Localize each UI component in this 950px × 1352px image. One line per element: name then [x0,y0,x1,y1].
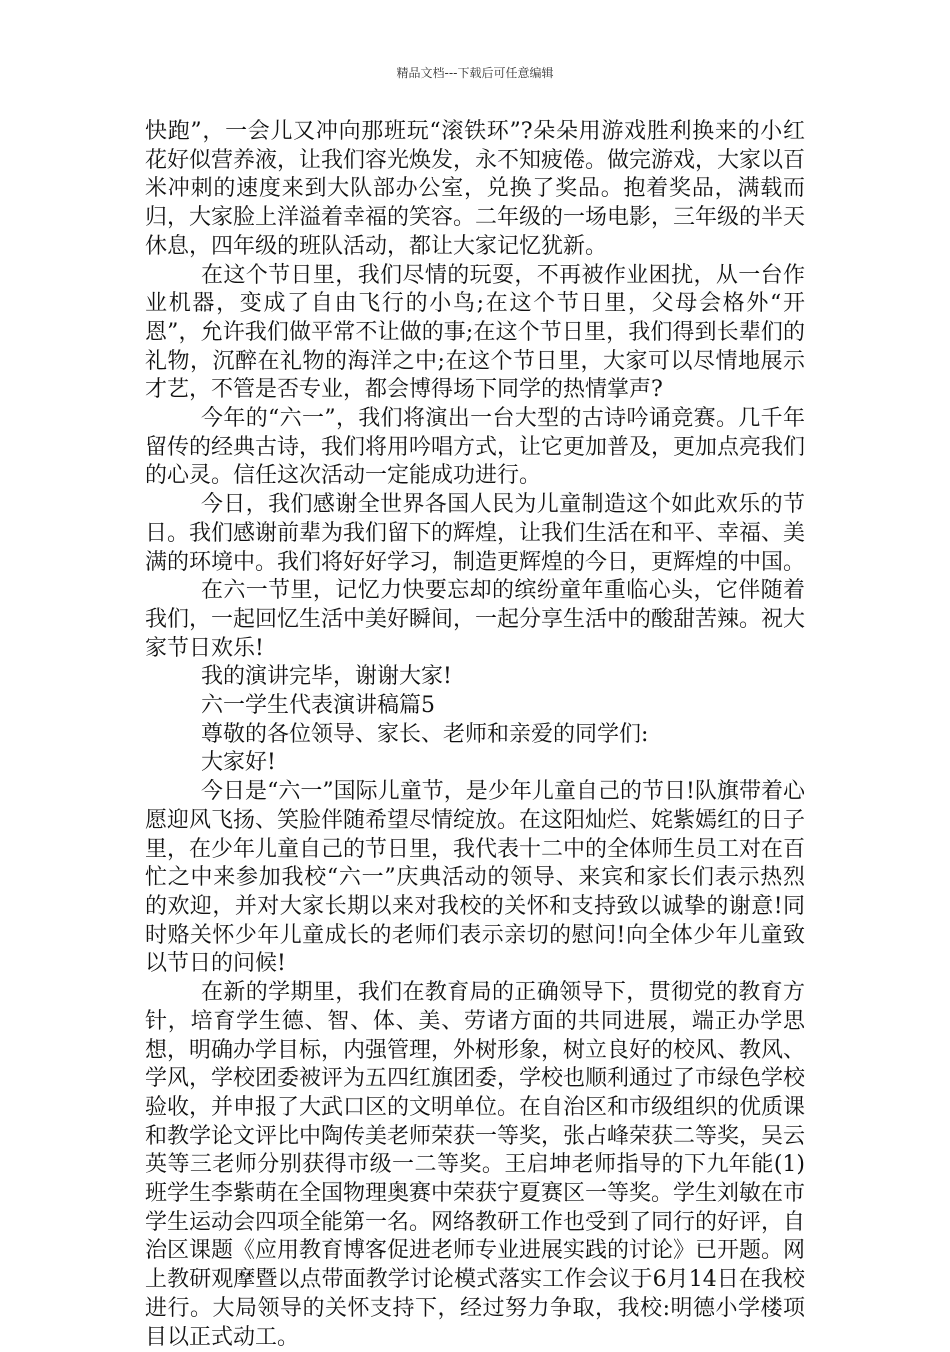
salutation: 尊敬的各位领导、家长、老师和亲爱的同学们: [201,721,649,747]
paragraph-10: 今日是“六一”国际儿童节，是少年儿童自己的节日!队旗带着心愿迎风飞扬、笑脸伴随希望尽情绽放。在这阳灿烂、姹紫嫣红的日子里，在少年儿童自己的节日里，我代表十二中的全体师生员工对在百忙之中来参加我校“六一”庆典活动的领导、来宾和家长们表示热烈的欢迎，并对大家长期以来对我校的关怀和支持致以诚挚的谢意!同时赂关怀少年儿童成长的老师们表示亲切的慰问!向全体少年儿童致以节日的问候! [145,779,806,977]
paragraph-3: 今年的“六一”，我们将演出一台大型的古诗吟诵竞赛。几千年留传的经典古诗，我们将用吟唱方式，让它更加普及，更加点亮我们的心灵。信任这次活动一定能成功进行。 [145,406,806,489]
paragraph-4: 今日，我们感谢全世界各国人民为儿童制造这个如此欢乐的节日。我们感谢前辈为我们留下的辉煌，让我们生活在和平、幸福、美满的环境中。我们将好好学习，制造更辉煌的今日，更辉煌的中国。 [145,492,806,575]
section-title: 六一学生代表演讲稿篇5 [201,693,435,719]
document-body [145,118,805,1352]
paragraph-5: 在六一节里，记忆力快要忘却的缤纷童年重临心头，它伴随着我们，一起回忆生活中美好瞬间，一起分享生活中的酸甜苦辣。祝大家节日欢乐! [145,578,806,661]
paragraph-2: 在这个节日里，我们尽情的玩耍，不再被作业困扰，从一台作业机器，变成了自由飞行的小鸟;在这个节日里，父母会格外“开恩”，允许我们做平常不让做的事;在这个节日里，我们得到长辈们的礼物，沉醉在礼物的海洋之中;在这个节日里，大家可以尽情地展示才艺，不管是否专业，都会博得场下同学的热情掌声? [145,262,805,403]
paragraph-11: 在新的学期里，我们在教育局的正确领导下，贯彻党的教育方针，培育学生德、智、体、美、劳诸方面的共同进展，端正办学思想，明确办学目标，内强管理，外树形象，树立良好的校风、教风、学风，学校团委被评为五四红旗团委，学校也顺利通过了市绿色学校验收，并申报了大武口区的文明单位。在自治区和市级组织的优质课和教学论文评比中陶传美老师荣获一等奖，张占峰荣获二等奖，吴云英等三老师分别获得市级一二等奖。王启坤老师指导的下九年能(1)班学生李紫萌在全国物理奥赛中荣获宁夏赛区一等奖。学生刘敏在市学生运动会四项全能第一名。网络教研工作也受到了同行的好评，自治区课题《应用教育博客促进老师专业进展实践的讨论》已开题。网上教研观摩暨以点带面教学讨论模式落实工作会议于6月14日在我校进行。大局领导的关怀支持下，经过努力争取，我校:明德小学楼项目以正式动工。 [145,980,806,1350]
greeting: 大家好! [201,750,276,776]
closing-line: 我的演讲完毕，谢谢大家! [201,664,452,690]
page-header: 精品文档---下载后可任意编辑 [396,66,554,80]
paragraph-1: 快跑”，一会儿又冲向那班玩“滚铁环”?朵朵用游戏胜利换来的小红花好似营养液，让我们容光焕发，永不知疲倦。做完游戏，大家以百米冲刺的速度来到大队部办公室，兑换了奖品。抱着奖品，满载而归，大家脸上洋溢着幸福的笑容。二年级的一场电影，三年级的半天休息，四年级的班队活动，都让大家记忆犹新。 [145,119,806,259]
